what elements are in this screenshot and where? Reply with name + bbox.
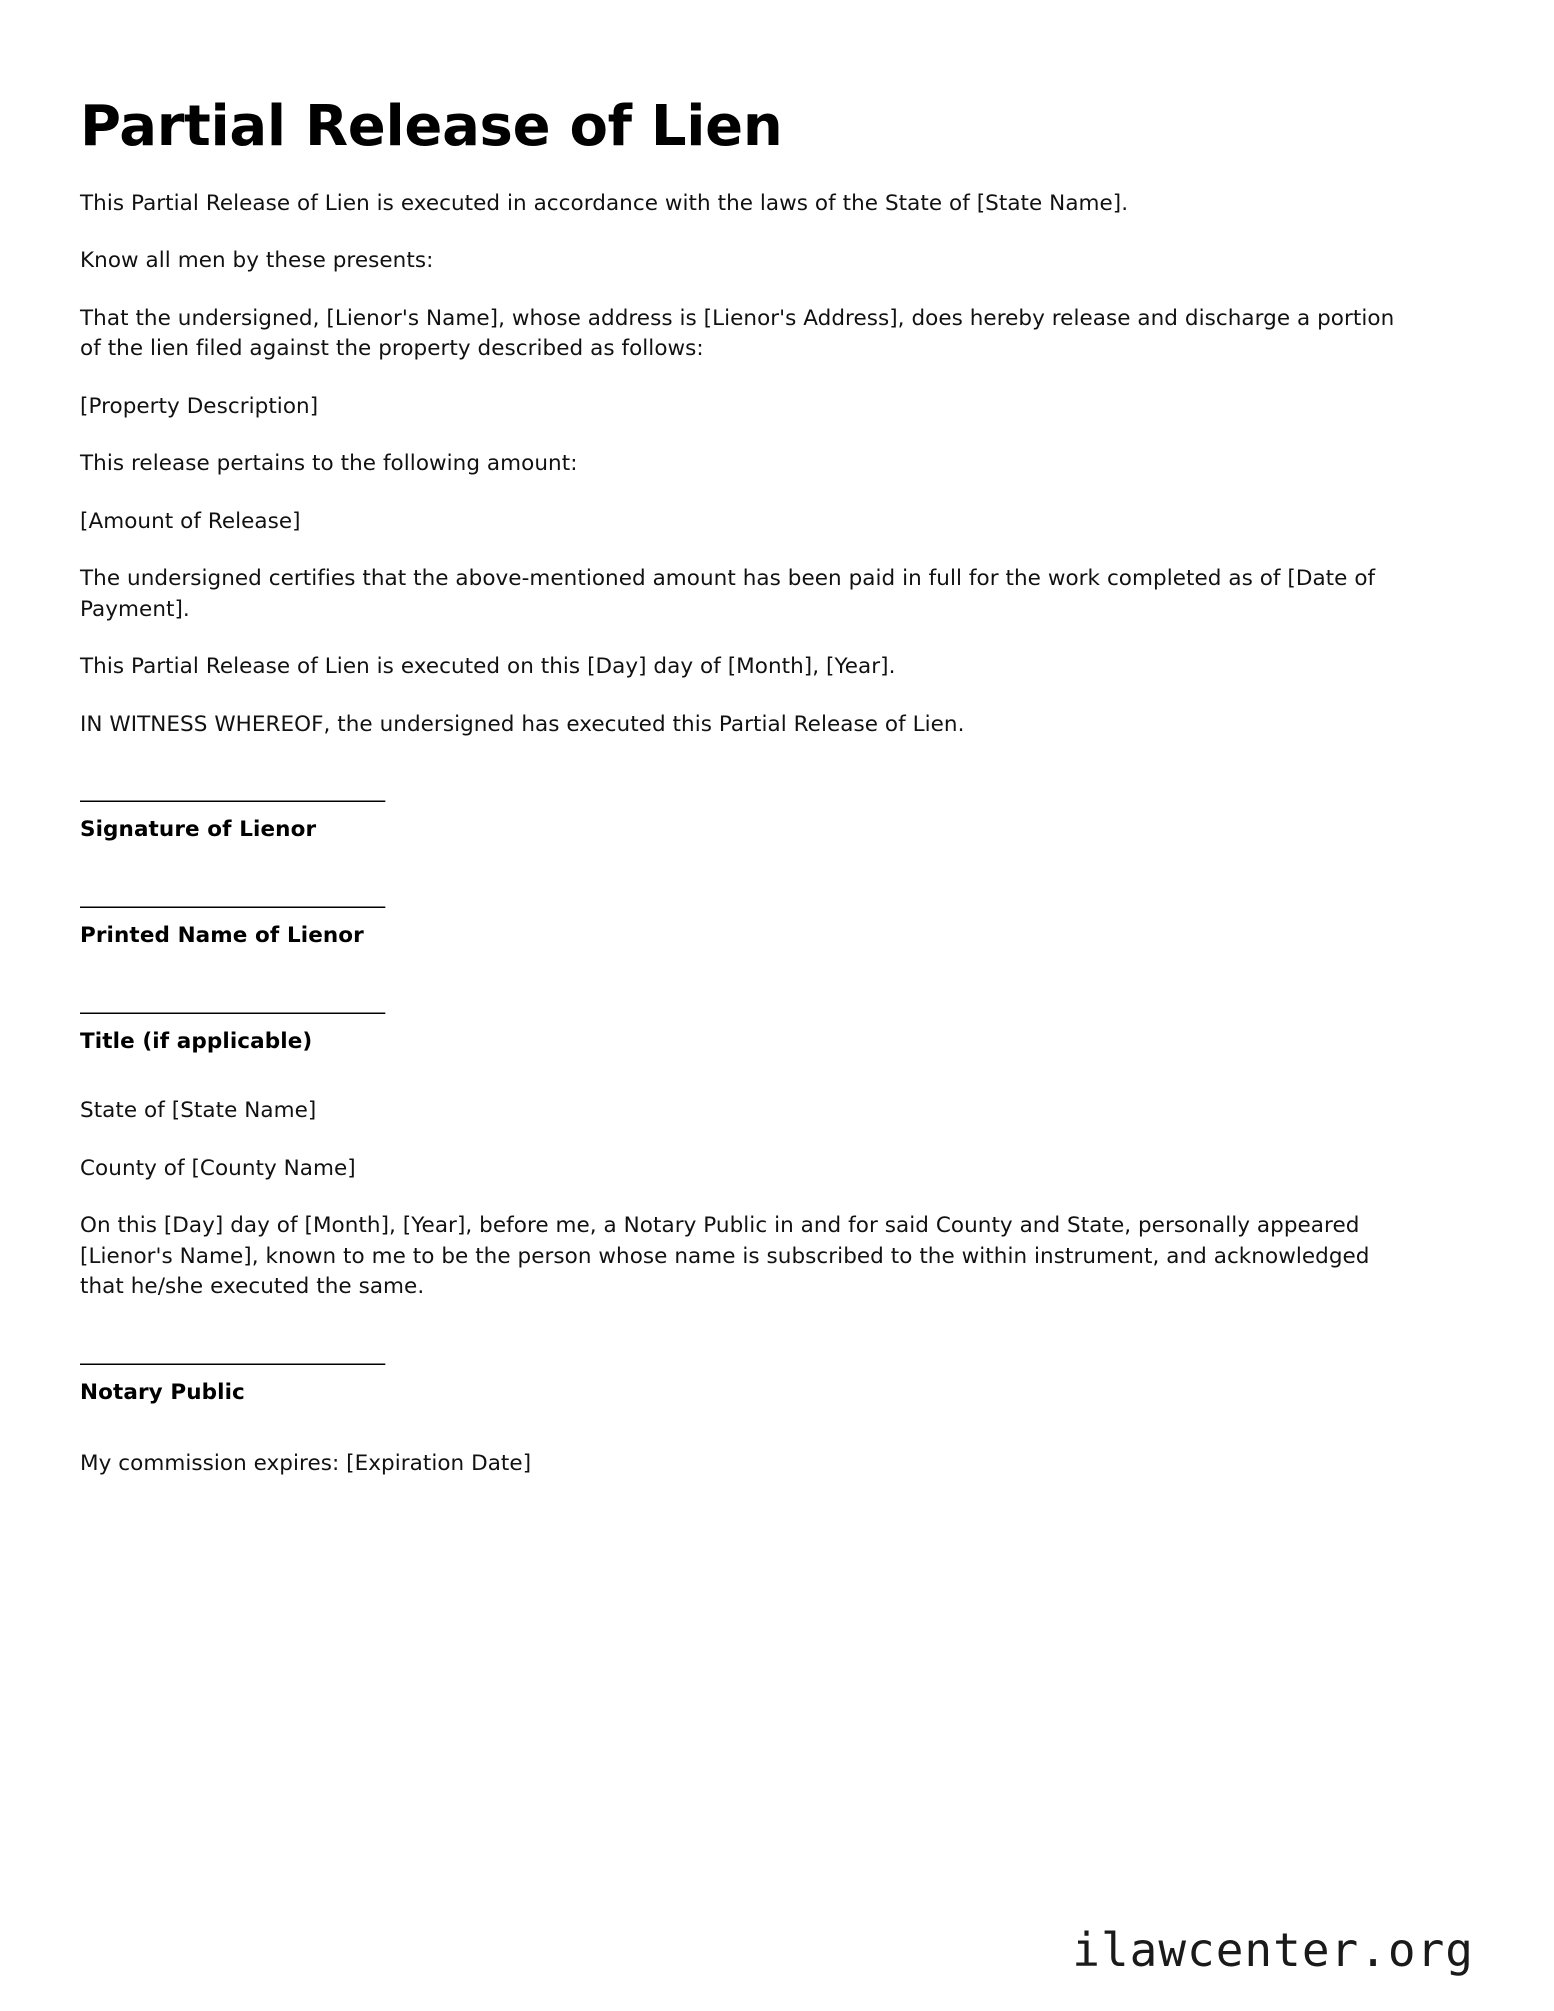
signature-label-printed-name: Printed Name of Lienor — [80, 923, 364, 949]
paragraph-release-amount-intro: This release pertains to the following amount: — [80, 451, 578, 477]
page-title: Partial Release of Lien — [80, 94, 783, 159]
notary-county-line: County of [County Name] — [80, 1155, 356, 1181]
signature-label-lienor: Signature of Lienor — [80, 817, 317, 843]
signature-block-title — [80, 992, 1410, 1056]
paragraph-property-description: [Property Description] — [80, 393, 319, 419]
notary-state-line: State of [State Name] — [80, 1098, 317, 1124]
signature-block-printed-name — [80, 886, 1410, 950]
signature-line-printed-name[interactable]: ______________________________ — [80, 886, 385, 910]
paragraph-undersigned-release: That the undersigned, [Lienor's Name], whose address is [Lienor's Address], does hereby release and discharge a portion of the lien filed against the property described as follows: — [80, 305, 1395, 362]
signature-line-lienor[interactable]: ______________________________ — [80, 780, 385, 804]
paragraph-governing-law: This Partial Release of Lien is executed in accordance with the laws of the State of [State Name]. — [80, 190, 1129, 216]
footer-watermark-text: ilawcenter.org — [1072, 1923, 1474, 1977]
signature-block-notary — [80, 1343, 1410, 1407]
signature-line-notary[interactable]: ______________________________ — [80, 1342, 385, 1366]
paragraph-preamble: Know all men by these presents: — [80, 248, 434, 274]
notary-acknowledgment-paragraph: On this [Day] day of [Month], [Year], before me, a Notary Public in and for said County and State, personally appeared [Lienor's Name], known to me to be the person whose name is subscribed to the within instrument, and acknowledged that he/she executed the same. — [80, 1213, 1370, 1300]
signature-label-title: Title (if applicable) — [80, 1029, 313, 1055]
signature-label-notary: Notary Public — [80, 1379, 245, 1405]
signature-block-lienor — [80, 780, 1410, 844]
paragraph-payment-certification: The undersigned certifies that the above-mentioned amount has been paid in full for the work completed as of [Date of Payment]. — [80, 566, 1376, 622]
notary-commission-expires: My commission expires: [Expiration Date] — [80, 1450, 532, 1476]
footer-watermark — [1072, 1923, 1474, 1977]
paragraph-witness-whereof: IN WITNESS WHEREOF, the undersigned has executed this Partial Release of Lien. — [80, 711, 965, 737]
paragraph-amount-of-release: [Amount of Release] — [80, 508, 301, 534]
signature-line-title[interactable]: ______________________________ — [80, 992, 385, 1016]
paragraph-execution-date: This Partial Release of Lien is executed on this [Day] day of [Month], [Year]. — [80, 654, 896, 680]
document-content — [80, 96, 1410, 1506]
